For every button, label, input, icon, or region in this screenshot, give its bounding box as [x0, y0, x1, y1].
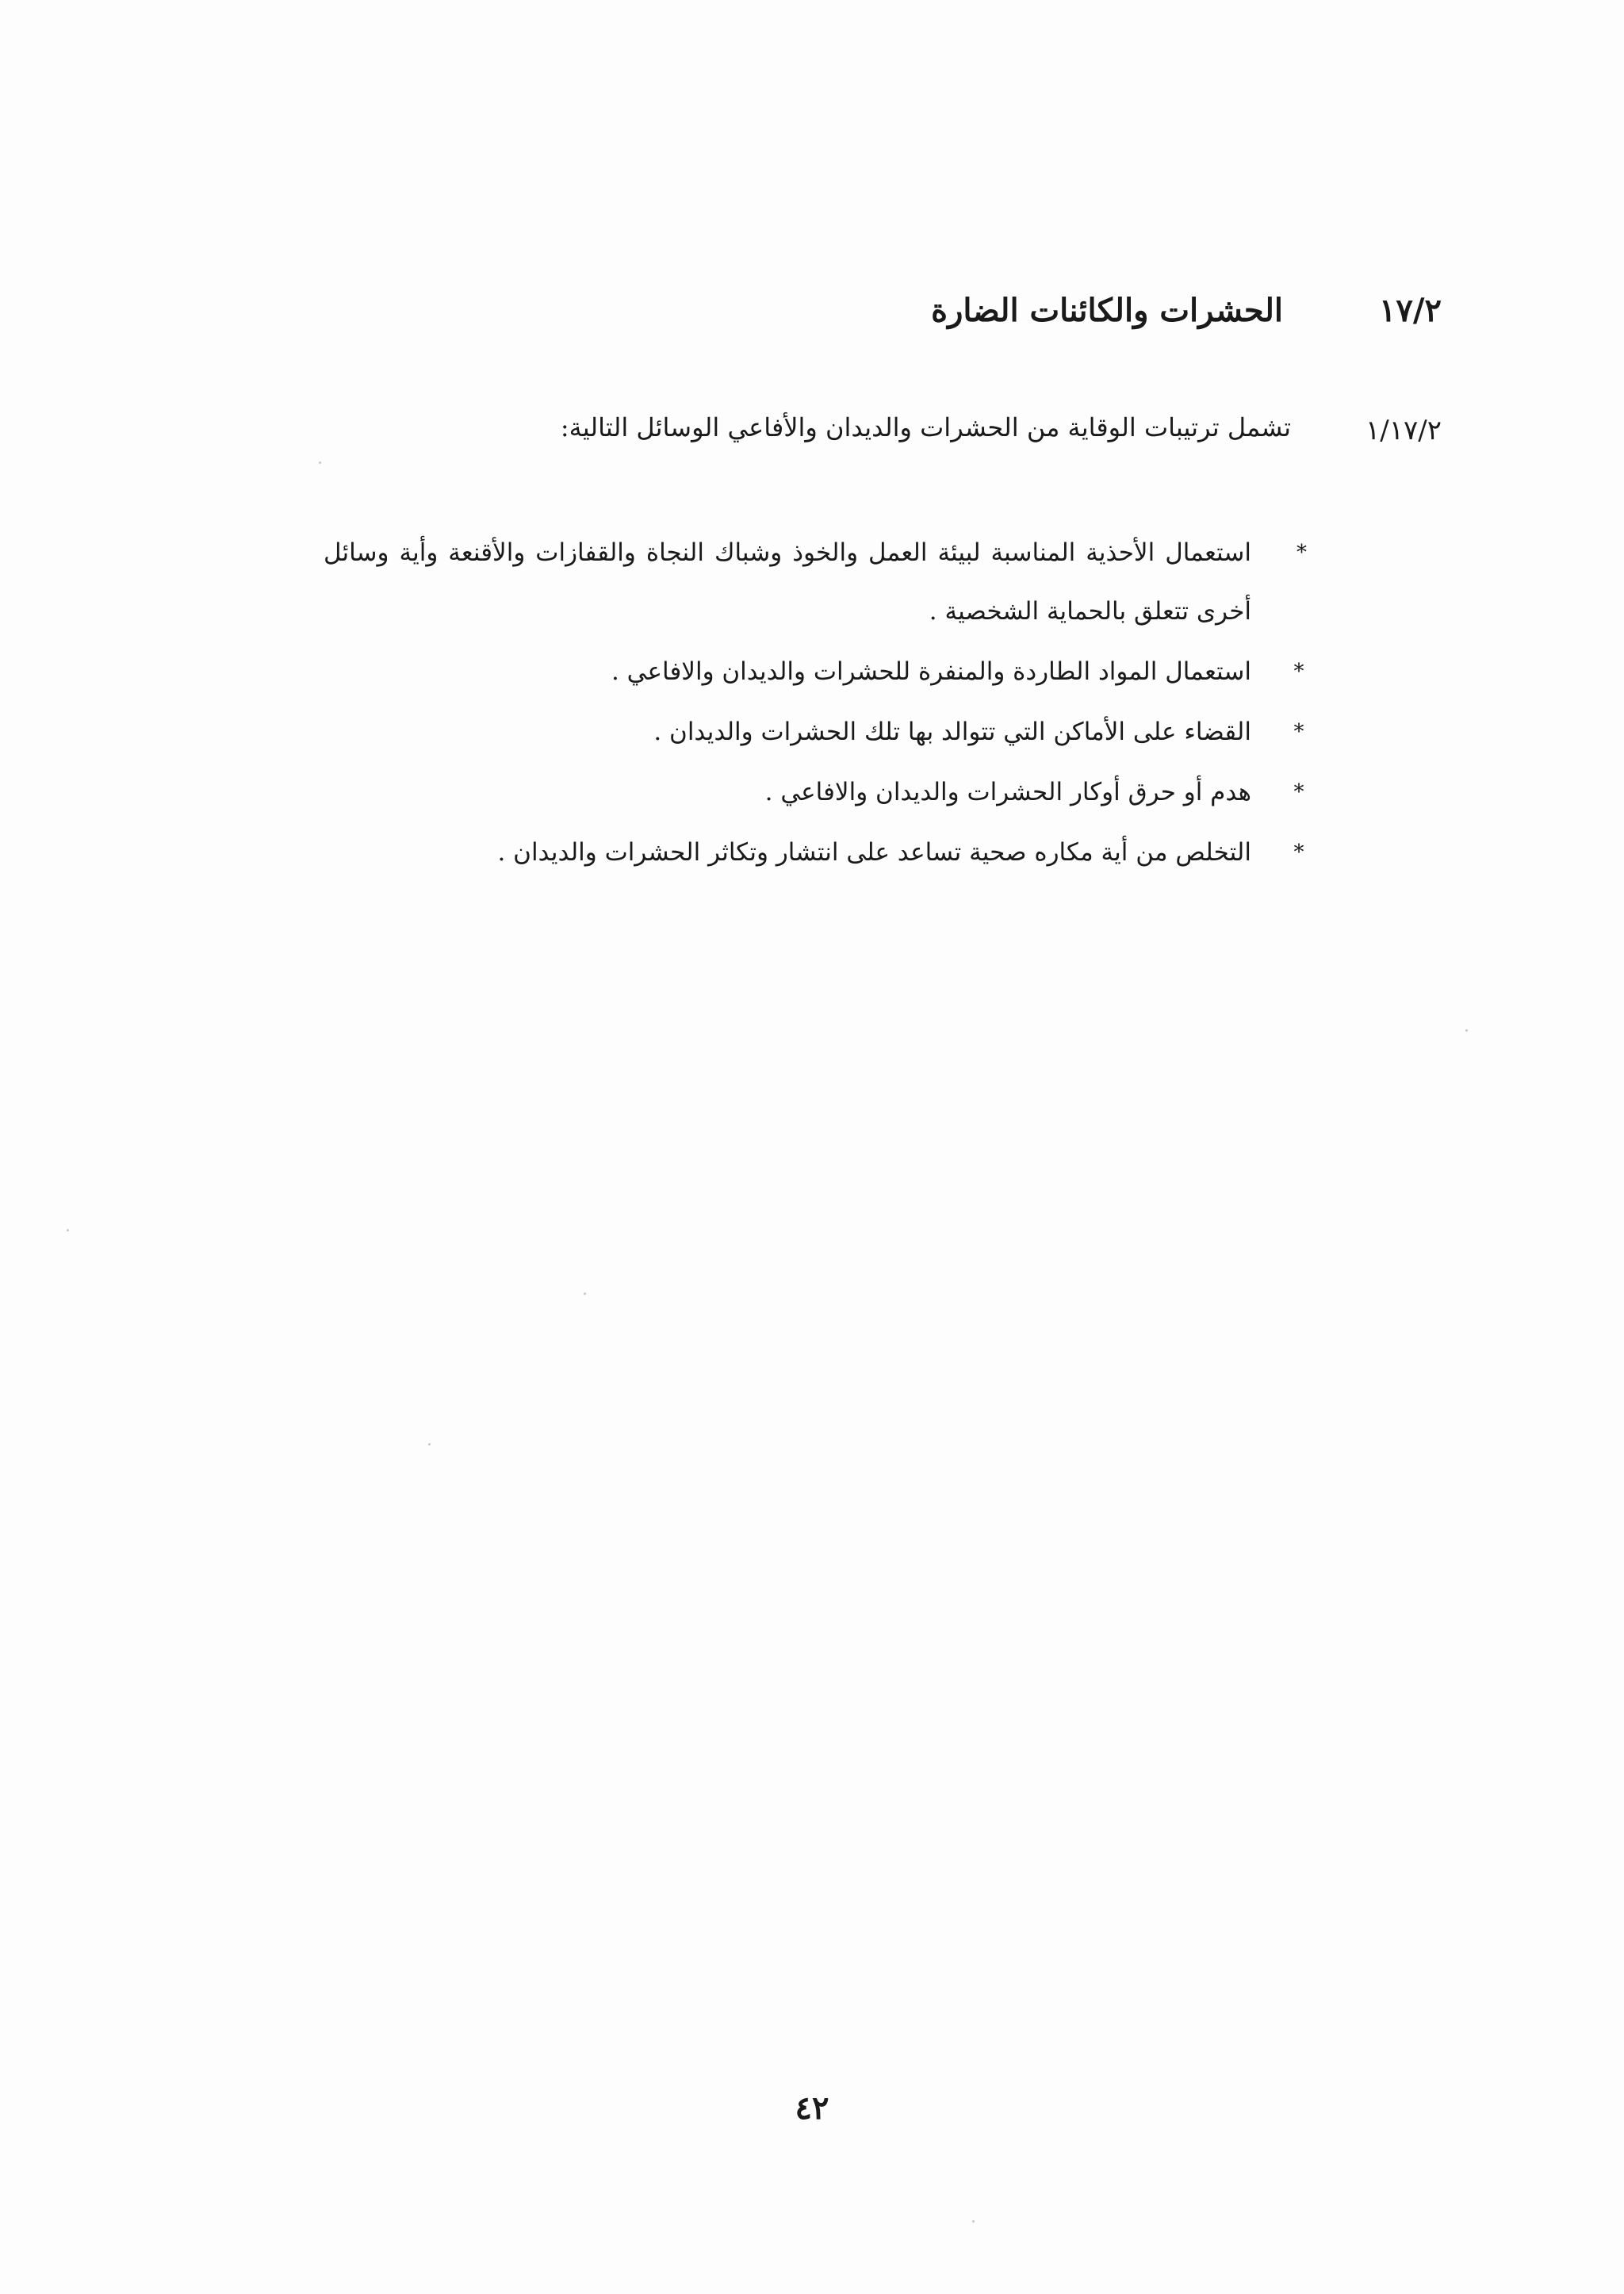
scan-speck	[428, 1443, 431, 1446]
bullet-icon: *	[1293, 720, 1304, 744]
section-title: الحشرات والكائنات الضارة	[931, 292, 1283, 329]
list-item-text: استعمال المواد الطاردة والمنفرة للحشرات والديدان والافاعي .	[611, 657, 1251, 686]
list-item	[324, 763, 1307, 821]
scan-speck	[972, 2220, 975, 2223]
scan-speck	[67, 1229, 69, 1231]
measures-list	[324, 523, 1307, 883]
clause-text: تشمل ترتيبات الوقاية من الحشرات والديدان والأفاعي الوسائل التالية:	[560, 412, 1291, 442]
scan-speck	[319, 461, 321, 464]
bullet-icon: *	[1297, 541, 1307, 565]
list-item-text: هدم أو حرق أوكار الحشرات والديدان والافاعي .	[764, 778, 1251, 806]
list-item	[324, 703, 1307, 761]
list-item-text: القضاء على الأماكن التي تتوالد بها تلك الحشرات والديدان .	[653, 718, 1251, 746]
bullet-icon: *	[1293, 841, 1304, 864]
scan-speck	[1465, 1029, 1468, 1032]
list-item-text: التخلص من أية مكاره صحية تساعد على انتشار وتكاثر الحشرات والديدان .	[497, 838, 1251, 867]
page-number: ٤٢	[795, 2089, 829, 2127]
scan-speck	[584, 1293, 586, 1295]
section-number: ١٧/٢	[1378, 292, 1442, 329]
bullet-icon: *	[1293, 660, 1304, 684]
list-item-text: استعمال الأحذية المناسبة لبيئة العمل والخوذ وشباك النجاة والقفازات والأقنعة وأية وسائل أخرى تتعلق بالحماية الشخصية .	[324, 538, 1251, 626]
list-item	[324, 523, 1307, 641]
list-item	[324, 823, 1307, 882]
list-item	[324, 642, 1307, 701]
bullet-icon: *	[1293, 780, 1304, 804]
clause-number: ١/١٧/٢	[1365, 415, 1442, 446]
